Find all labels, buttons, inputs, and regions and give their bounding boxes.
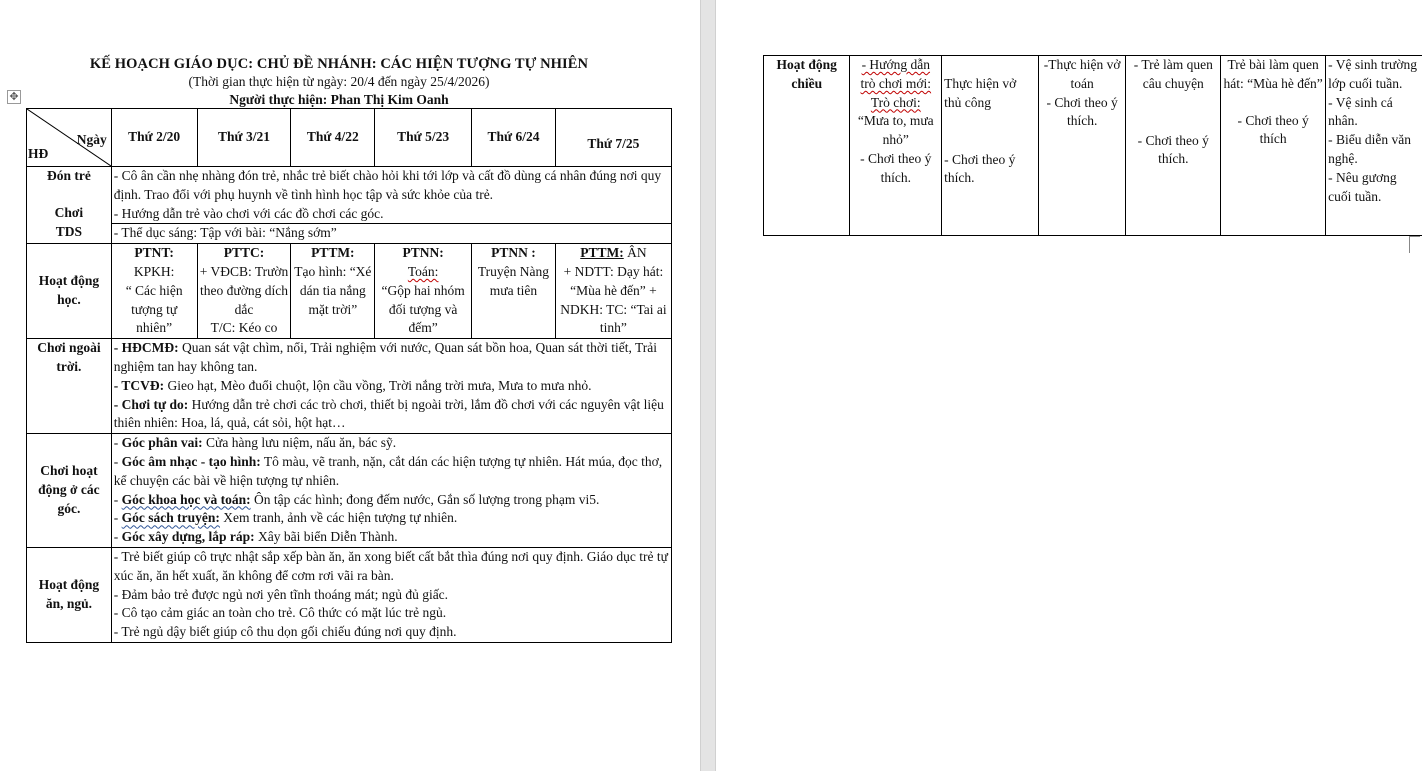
document-page-2[interactable] [716,0,1422,771]
cell-text: - Chơi theo ý thích. [860,150,932,185]
row-label-learning: Hoạt động học. [27,244,112,339]
cell-text: - Chơi theo ý thích. [1046,94,1118,129]
learning-cell-thu [375,244,472,339]
corners-content: - Góc phân vai: Cửa hàng lưu niệm, nấu ăn, bác sỹ. - Góc âm nhạc - tạo hình: Tô màu, vẽ tranh, nặn, cắt dán các hiện tượng tự nhiên. Hát múa, đọc thơ, kể chuyện các bài về hiện tượng tự nhiên. - Góc khoa học và toán: Ôn tập các hình; đong đếm nước, Gắn số lượng trong phạm vi5. - Góc sách truyện: Xem tranh, ảnh về các hiện tượng tự nhiên. - Góc xây dựng, lắp ráp: Xây bãi biển Diễn Thành. [111,434,671,548]
item-text: Ôn tập các hình; đong đếm nước, Gắn số lượng trong phạm vi5. [250,491,600,507]
cell-text: - Vệ sinh trường lớp cuối tuần. [1328,57,1417,91]
item-text: Xây bãi biển Diễn Thành. [254,529,398,545]
item-label: Góc xây dựng, lắp ráp: [121,529,255,545]
document-page-1[interactable] [0,0,700,771]
cell-text: Toán: [407,263,439,279]
learning-cell-fri [472,244,556,339]
cell-text: Tạo hình: “Xé dán tia nắng mặt trời” [294,263,372,317]
item-label: Góc khoa học và toán: [121,491,251,507]
afternoon-table[interactable] [763,55,1422,236]
document-title: KẾ HOẠCH GIÁO DỤC: CHỦ ĐỀ NHÁNH: CÁC HIỆN TƯỢNG TỰ NHIÊN [89,56,589,72]
row-label-welcome [27,167,112,244]
cell-text: “Mưa to, mưa nhỏ” [857,113,934,148]
item-text: Hướng dẫn trẻ chơi các trò chơi, thiết bị ngoài trời, lắm đồ chơi với các nguyên vật liệu thiên nhiên: Hoa, lá, quả, cát sỏi, hột hạt… [113,396,664,431]
outdoor-content [111,339,671,434]
table-row [27,434,672,548]
afternoon-cell-sat [1326,56,1422,236]
afternoon-cell-mon [850,56,942,236]
cell-text: -Thực hiện vở toán [1043,57,1121,91]
cell-heading: PTNT: [134,245,174,261]
row-label-outdoor: Chơi ngoài trời. [27,339,112,434]
page-gutter [700,0,716,771]
cell-text: - Chơi theo ý thích [1237,112,1309,147]
item-text: - Cô tạo cảm giác an toàn cho trẻ. Cô thức có mặt lúc trẻ ngủ. [113,605,447,621]
welcome-content [111,167,671,244]
cell-heading: PTNN : [491,245,536,261]
item-label: - HĐCMĐ: [113,340,179,356]
cell-text: Trẻ bài làm quen hát: “Mùa hè đến” [1223,57,1323,91]
document-author: Người thực hiện: Phan Thị Kim Oanh [229,92,449,107]
cell-text: + VĐCB: Trườn theo đường dích dắc [199,263,289,317]
welcome-text: - Cô ân cần nhẹ nhàng đón trẻ, nhắc trẻ biết chào hỏi khi tới lớp và cất đồ dùng cá nhân đúng nơi quy định. Trao đổi với phụ huynh về tình hình học tập và sức khỏe của trẻ. [113,168,662,202]
item-text: - Trẻ ngủ dậy biết giúp cô thu dọn gối chiếu đúng nơi quy định. [113,624,457,640]
cell-heading-suffix: ÂN [623,245,647,261]
corner-activity-label: HĐ [28,146,49,162]
cell-text: Truyện Nàng mưa tiên [477,263,550,298]
day-header: Thứ 6/24 [472,109,556,167]
learning-cell-sat [555,244,671,339]
table-move-handle-icon[interactable]: ✥ [7,90,21,104]
cell-text: - Chơi theo ý thích. [944,151,1016,186]
corner-day-label: Ngày [76,132,107,147]
cell-text: “Gộp hai nhóm đối tượng và đếm” [381,282,465,336]
row-label: Đón trẻ [46,168,91,183]
cell-text: T/C: Kéo co [210,320,278,336]
row-label-afternoon: Hoạt động chiều [764,56,850,236]
document-subtitle: (Thời gian thực hiện từ ngày: 20/4 đến ngày 25/4/2026) [188,74,490,89]
table-row [764,56,1422,236]
exercise-text: - Thể dục sáng: Tập với bài: “Nắng sớm” [112,223,671,243]
plan-table[interactable] [26,108,672,643]
corner-cell [27,109,112,167]
afternoon-cell-wed [1038,56,1126,236]
item-text: Cửa hàng lưu niệm, nấu ăn, bác sỹ. [202,435,397,451]
cell-text: Thực hiện vở thủ công [944,76,1017,110]
item-text: - Đảm bảo trẻ được ngủ nơi yên tĩnh thoáng mát; ngủ đủ giấc. [113,586,449,602]
learning-cell-mon [111,244,197,339]
cell-text: - Hướng dẫn trò chơi mới: [860,57,932,91]
row-label: Chơi [54,204,84,220]
item-label: Góc âm nhạc - tạo hình: [121,453,261,469]
cell-text: - Vệ sinh cá nhân. [1328,94,1393,129]
item-label: Góc phân vai: [121,435,203,451]
item-text: - Trẻ biết giúp cô trực nhật sắp xếp bàn ăn, ăn xong biết cất bắt thìa đúng nơi quy định. Giáo dục trẻ tự xúc ăn, ăn hết xuất, ăn không để cơm rơi vãi ra bàn. [113,548,668,583]
item-label: Góc sách truyện: [121,510,220,526]
afternoon-cell-fri [1221,56,1326,236]
learning-cell-tue [197,244,291,339]
cell-heading: PTNN: [402,245,444,261]
day-header: Thứ 3/21 [197,109,291,167]
item-text: Xem tranh, ảnh về các hiện tượng tự nhiên. [219,510,458,526]
cell-text: KPKH: [133,263,175,279]
eat-sleep-content [111,547,671,642]
play-text: - Hướng dẫn trẻ vào chơi với các đồ chơi các góc. [113,205,384,221]
table-row [27,547,672,642]
page-margin-corner-mark [1409,236,1420,253]
item-label: - TCVĐ: [113,377,165,393]
table-row [27,167,672,244]
cell-text: - Biểu diễn văn nghệ. [1328,132,1411,166]
row-label-eat-sleep: Hoạt động ăn, ngủ. [27,547,112,642]
learning-cell-wed [291,244,375,339]
afternoon-cell-thu [1126,56,1221,236]
cell-heading: PTTC: [223,245,265,261]
day-header: Thứ 7/25 [555,109,671,167]
cell-text: - Trẻ làm quen câu chuyện [1133,57,1213,91]
cell-text: - Nêu gương cuối tuần. [1328,169,1397,204]
afternoon-cell-tue [942,56,1039,236]
day-header: Thứ 5/23 [375,109,472,167]
cell-text: - Chơi theo ý thích. [1137,132,1209,167]
table-header-row [27,109,672,167]
table-row [27,339,672,434]
item-text: Quan sát vật chìm, nổi, Trải nghiệm với nước, Quan sát bồn hoa, Quan sát thời tiết, Trải nghiệm tan hay không tan. [113,340,657,374]
cell-text: Trò chơi: [870,94,921,110]
item-text: Gieo hạt, Mèo đuổi chuột, lộn cầu vồng, Trời nắng trời mưa, Mưa to mưa nhỏ. [164,377,592,393]
row-label-corners: Chơi hoạt động ở các góc. [27,434,112,548]
cell-heading: PTTM: [580,245,624,261]
cell-text: “ Các hiện tượng tự nhiên” [125,282,183,336]
item-text: Tô màu, vẽ tranh, nặn, cắt dán các hiện tượng tự nhiên. Hát múa, đọc thơ, kể chuyện các bài về hiện tượng tự nhiên. [113,453,663,488]
day-header: Thứ 2/20 [111,109,197,167]
day-header: Thứ 4/22 [291,109,375,167]
row-label: TDS [55,223,83,239]
item-label: - Chơi tự do: [113,396,189,412]
cell-text: + NDTT: Dạy hát: “Mùa hè đến” + NDKH: TC: “Tai ai tinh” [560,263,667,336]
table-row [27,244,672,339]
cell-heading: PTTM: [311,245,355,261]
